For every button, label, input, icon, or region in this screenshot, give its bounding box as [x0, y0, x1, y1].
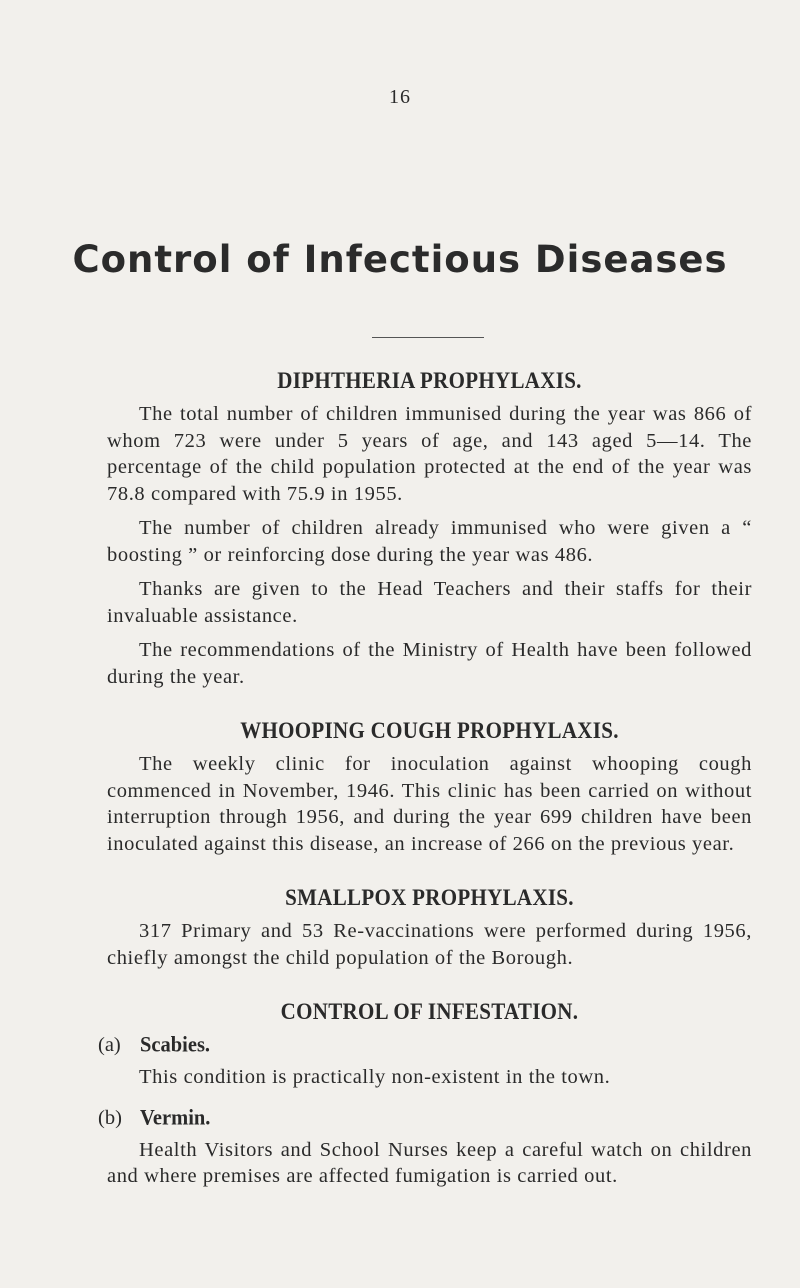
section-whooping-cough — [107, 718, 752, 857]
section-heading: DIPHTHERIA PROPHYLAXIS. — [277, 366, 582, 394]
section-heading: CONTROL OF INFESTATION. — [280, 997, 579, 1025]
section-diphtheria — [107, 368, 752, 690]
page-title: Control of Infectious Diseases — [72, 238, 728, 281]
section-heading: SMALLPOX PROPHYLAXIS. — [285, 883, 574, 911]
subsection-letter: (b) — [98, 1106, 122, 1129]
paragraph: The recommendations of the Ministry of Health have been followed during the year. — [107, 639, 752, 688]
section-heading: WHOOPING COUGH PROPHYLAXIS. — [240, 716, 619, 744]
paragraph: The total number of children immunised during the year was 866 of whom 723 were under 5 years of age, and 143 aged 5—14. The percentage of the child population protected at the end of the year was 78.8 compared with 75.9 in 1955. — [107, 403, 752, 505]
section-smallpox — [107, 885, 752, 971]
paragraph: 317 Primary and 53 Re-vaccinations were performed during 1956, chiefly amongst the child population of the Borough. — [107, 920, 752, 969]
subsection-header — [98, 1032, 752, 1058]
subsection-title: Vermin. — [140, 1105, 211, 1130]
page-number: 16 — [389, 86, 411, 108]
section-infestation — [98, 997, 752, 1190]
paragraph: The weekly clinic for inoculation against whooping cough commenced in November, 1946. This clinic has been carried on without interruption through 1956, and during the year 699 children have been inoculated against this disease, an increase of 266 on the previous year. — [107, 753, 752, 855]
subsection-letter: (a) — [98, 1034, 121, 1056]
title-divider — [372, 337, 484, 338]
subsection-header — [98, 1105, 752, 1131]
paragraph: This condition is practically non-existent in the town. — [139, 1066, 611, 1088]
document-body — [98, 366, 752, 1218]
paragraph: Health Visitors and School Nurses keep a careful watch on children and where premises are affected fumigation is carried out. — [107, 1138, 752, 1187]
paragraph: The number of children already immunised who were given a “ boosting ” or reinforcing dose during the year was 486. — [107, 517, 752, 566]
subsection-title: Scabies. — [140, 1032, 211, 1058]
paragraph: Thanks are given to the Head Teachers and their staffs for their invaluable assistance. — [107, 578, 752, 627]
